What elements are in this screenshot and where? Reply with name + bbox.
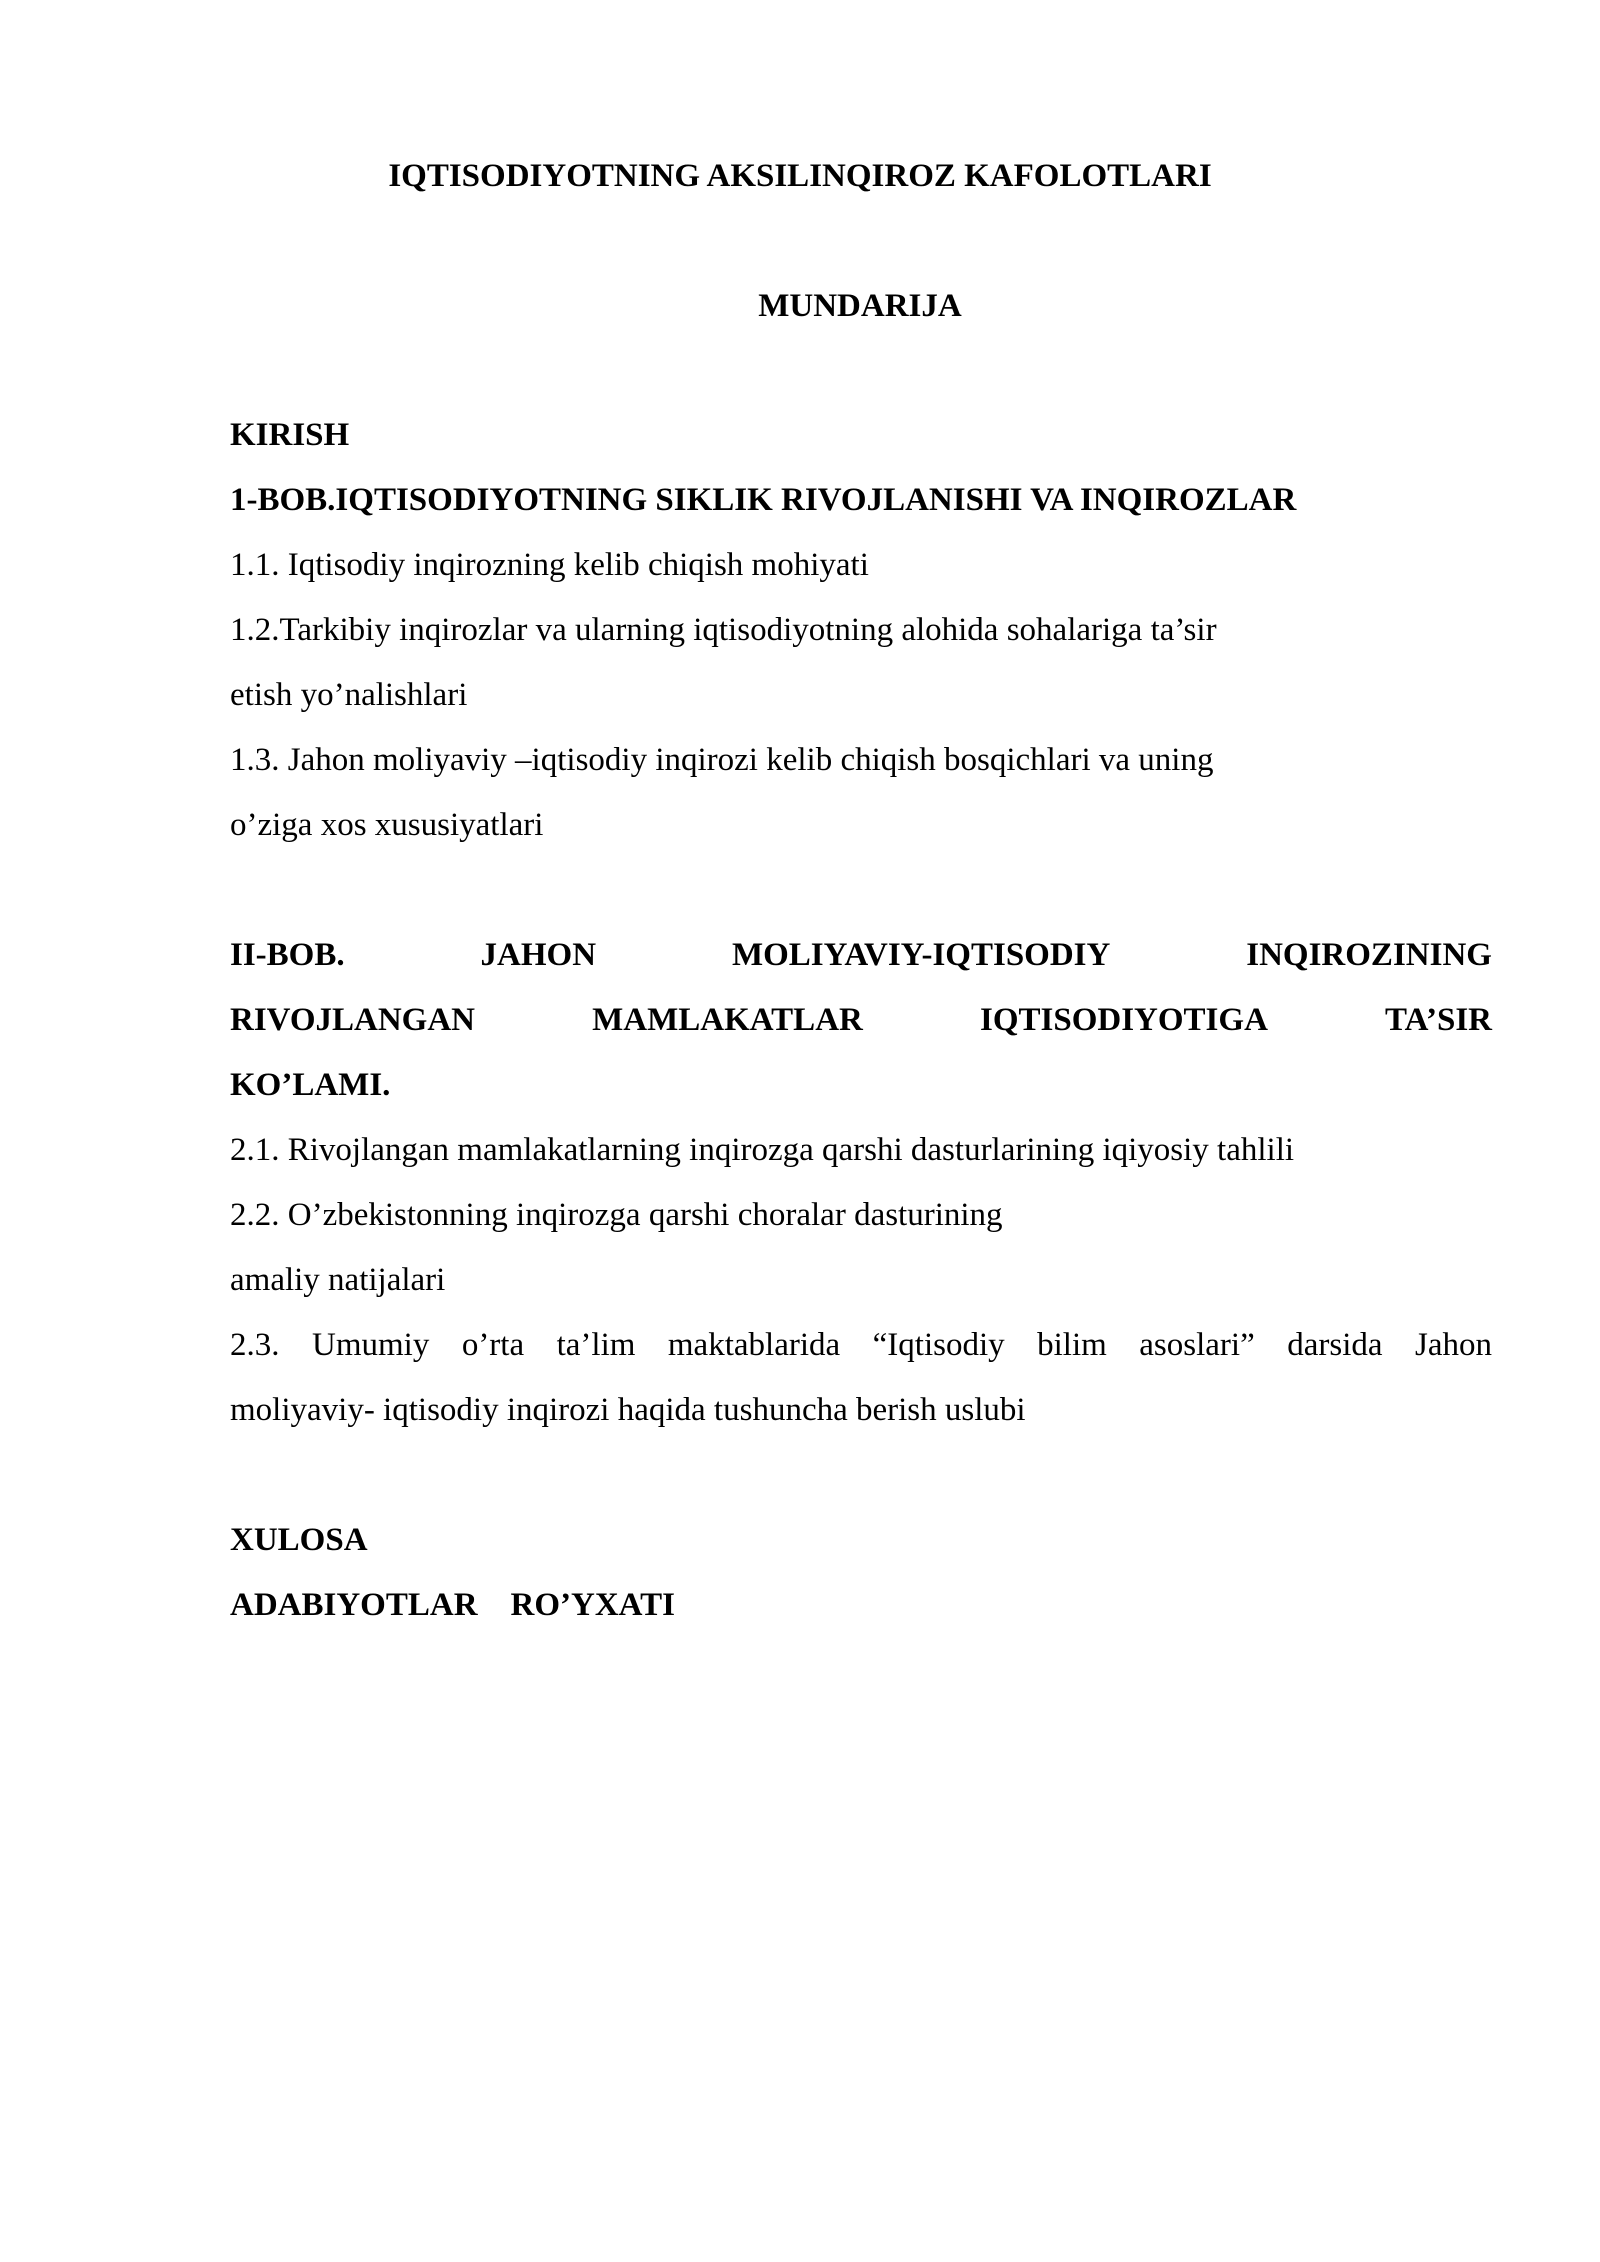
- toc-entry-1-2-line1: 1.2.Tarkibiy inqirozlar va ularning iqtisodiyotning alohida sohalariga ta’sir: [230, 612, 1217, 648]
- toc-word: maktablarida: [667, 1327, 841, 1363]
- toc-word: “Iqtisodiy: [872, 1327, 1005, 1363]
- chapter1-heading: 1-BOB.IQTISODIYOTNING SIKLIK RIVOJLANISHI VA INQIROZLAR: [230, 482, 1297, 518]
- document-title: IQTISODIYOTNING AKSILINQIROZ KAFOLOTLARI: [388, 158, 1212, 194]
- toc-entry-2-3-line2: moliyaviy- iqtisodiy inqirozi haqida tushuncha berish uslubi: [230, 1392, 1026, 1428]
- toc-entry-2-2-line2: amaliy natijalari: [230, 1262, 446, 1298]
- chapter2-heading-word: RIVOJLANGAN: [230, 1002, 476, 1038]
- chapter2-heading-word: MAMLAKATLAR: [592, 1002, 863, 1038]
- toc-entry-1-2-line2: etish yo’nalishlari: [230, 677, 468, 713]
- toc-entry-1-3-line1: 1.3. Jahon moliyaviy –iqtisodiy inqirozi kelib chiqish bosqichlari va uning: [230, 742, 1214, 778]
- toc-word: o’rta: [461, 1327, 525, 1363]
- toc-word: ta’lim: [556, 1327, 636, 1363]
- chapter2-heading-word: TA’SIR: [1385, 1002, 1492, 1038]
- chapter2-heading-word: INQIROZINING: [1246, 937, 1492, 973]
- toc-word: Jahon: [1415, 1327, 1492, 1363]
- chapter2-heading-row2: [230, 1000, 1492, 1040]
- toc-word: 2.3.: [230, 1327, 280, 1363]
- toc-word: Umumiy: [311, 1327, 430, 1363]
- chapter2-heading-row1: [230, 935, 1492, 975]
- chapter2-heading-word: MOLIYAVIY-IQTISODIY: [731, 937, 1111, 973]
- chapter2-heading-row3: KO’LAMI.: [230, 1067, 391, 1103]
- toc-word: bilim: [1037, 1327, 1107, 1363]
- toc-word: darsida: [1287, 1327, 1383, 1363]
- toc-entry-intro: KIRISH: [230, 417, 350, 453]
- chapter2-heading-word: JAHON: [480, 937, 597, 973]
- chapter2-heading-word: II-BOB.: [230, 937, 345, 973]
- toc-word: asoslari”: [1139, 1327, 1255, 1363]
- toc-entry-2-1: 2.1. Rivojlangan mamlakatlarning inqirozga qarshi dasturlarining iqiyosiy tahlili: [230, 1132, 1295, 1168]
- chapter2-heading-word: IQTISODIYOTIGA: [979, 1002, 1268, 1038]
- toc-entry-2-3-line1: [230, 1325, 1492, 1365]
- toc-entry-references: ADABIYOTLAR RO’YXATI: [230, 1587, 675, 1623]
- toc-entry-conclusion: XULOSA: [230, 1522, 368, 1558]
- toc-entry-2-2-line1: 2.2. O’zbekistonning inqirozga qarshi choralar dasturining: [230, 1197, 1003, 1233]
- toc-entry-1-1: 1.1. Iqtisodiy inqirozning kelib chiqish mohiyati: [230, 547, 869, 583]
- toc-entry-1-3-line2: o’ziga xos xususiyatlari: [230, 807, 544, 843]
- toc-heading: MUNDARIJA: [758, 288, 962, 324]
